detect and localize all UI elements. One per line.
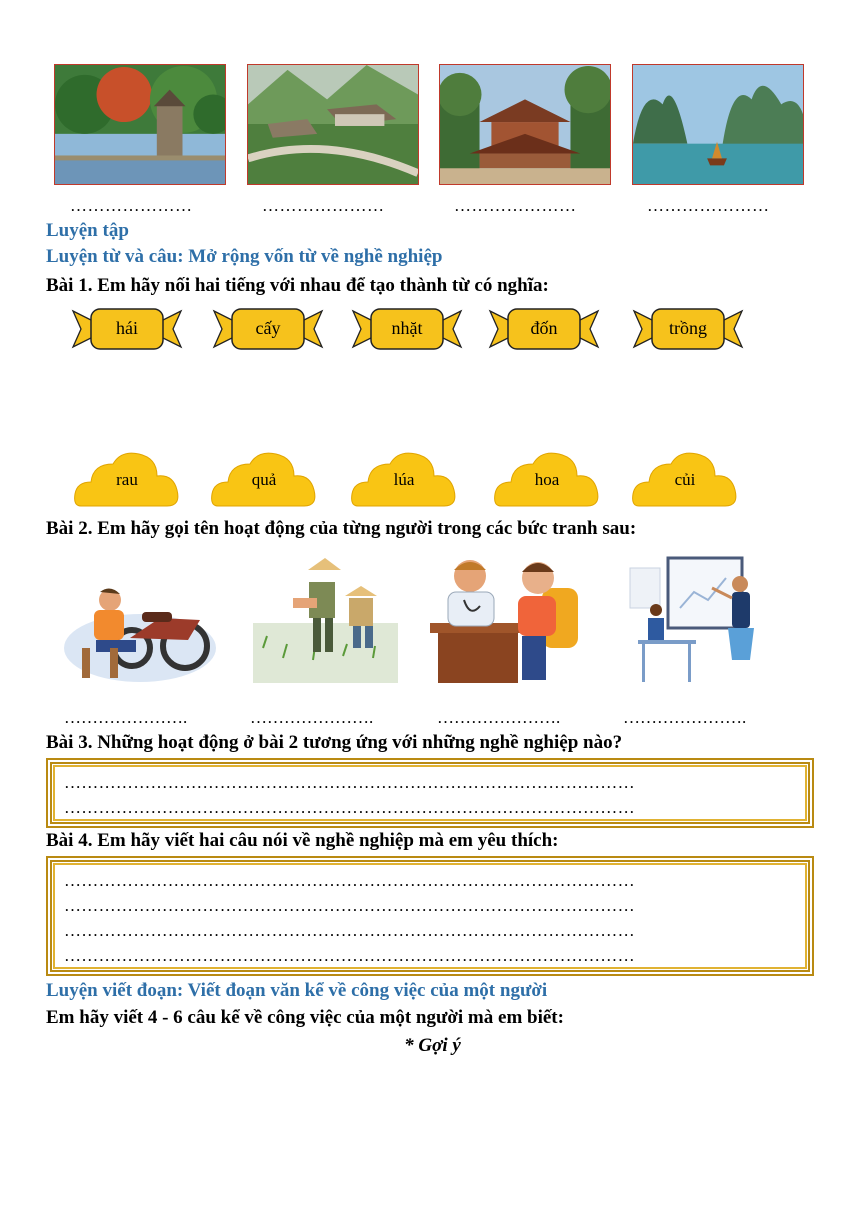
exercise-2-title: Bài 2. Em hãy gọi tên hoạt động của từng người trong các bức tranh sau: (46, 518, 637, 539)
cloud-label: rau (116, 470, 138, 489)
doctor-checkup-illustration (430, 548, 580, 686)
cloud-word-rau[interactable] (73, 448, 181, 510)
candy-label: đốn (530, 318, 558, 338)
candy-word-don[interactable] (488, 305, 600, 353)
photo-answer-4[interactable]: ………………… (647, 196, 770, 215)
answer-line[interactable]: ……………………………………………………………………………………… (64, 871, 635, 890)
answer-line[interactable]: ……………………………………………………………………………………… (64, 946, 635, 965)
ha-long-bay-photo (632, 64, 804, 185)
cloud-word-lua[interactable] (350, 448, 458, 510)
candy-label: nhặt (391, 318, 423, 338)
cloud-label: quả (251, 470, 277, 489)
candy-word-trong[interactable] (632, 305, 744, 353)
photo-answer-3[interactable]: ………………… (454, 196, 577, 215)
teacher-classroom-illustration (628, 548, 768, 686)
candy-label: cấy (255, 318, 281, 338)
exercise-3-title: Bài 3. Những hoạt động ở bài 2 tương ứng với những nghề nghiệp nào? (46, 732, 623, 753)
activity-answer-2[interactable]: …………………. (250, 708, 374, 727)
answer-line[interactable]: ……………………………………………………………………………………… (64, 798, 635, 817)
exercise-3-answer-box[interactable] (46, 758, 814, 828)
candy-label: trồng (669, 318, 707, 338)
cloud-label: củi (674, 470, 696, 489)
candy-word-hai[interactable] (71, 305, 183, 353)
section-practice-heading: Luyện tập (46, 220, 129, 241)
motorbike-repair-illustration (60, 548, 220, 686)
cloud-word-qua[interactable] (210, 448, 318, 510)
cloud-word-hoa[interactable] (493, 448, 601, 510)
answer-line[interactable]: ……………………………………………………………………………………… (64, 921, 635, 940)
exercise-1-title: Bài 1. Em hãy nối hai tiếng với nhau để tạo thành từ có nghĩa: (46, 275, 549, 296)
exercise-4-answer-box[interactable] (46, 856, 814, 976)
tam-chuc-pagoda-photo (247, 64, 419, 185)
candy-word-cay[interactable] (212, 305, 324, 353)
cloud-word-cui[interactable] (631, 448, 739, 510)
exercise-4-title: Bài 4. Em hãy viết hai câu nói về nghề nghiệp mà em yêu thích: (46, 830, 559, 851)
photo-answer-1[interactable]: ………………… (70, 196, 193, 215)
candy-word-nhat[interactable] (351, 305, 463, 353)
photo-answer-2[interactable]: ………………… (262, 196, 385, 215)
section-vocab-heading: Luyện từ và câu: Mở rộng vốn từ về nghề nghiệp (46, 246, 443, 267)
activity-answer-4[interactable]: …………………. (623, 708, 747, 727)
cloud-label: lúa (393, 470, 415, 489)
writing-prompt: Em hãy viết 4 - 6 câu kể về công việc của một người mà em biết: (46, 1007, 564, 1028)
candy-label: hái (116, 318, 138, 338)
answer-line[interactable]: ……………………………………………………………………………………… (64, 773, 635, 792)
activity-answer-3[interactable]: …………………. (437, 708, 561, 727)
hoan-kiem-lake-photo (54, 64, 226, 185)
hint-label: * Gợi ý (404, 1035, 461, 1056)
temple-photo (439, 64, 611, 185)
cloud-label: hoa (534, 470, 560, 489)
activity-answer-1[interactable]: …………………. (64, 708, 188, 727)
rice-planting-illustration (253, 548, 398, 686)
answer-line[interactable]: ……………………………………………………………………………………… (64, 896, 635, 915)
section-writing-heading: Luyện viết đoạn: Viết đoạn văn kể về công việc của một người (46, 980, 548, 1001)
